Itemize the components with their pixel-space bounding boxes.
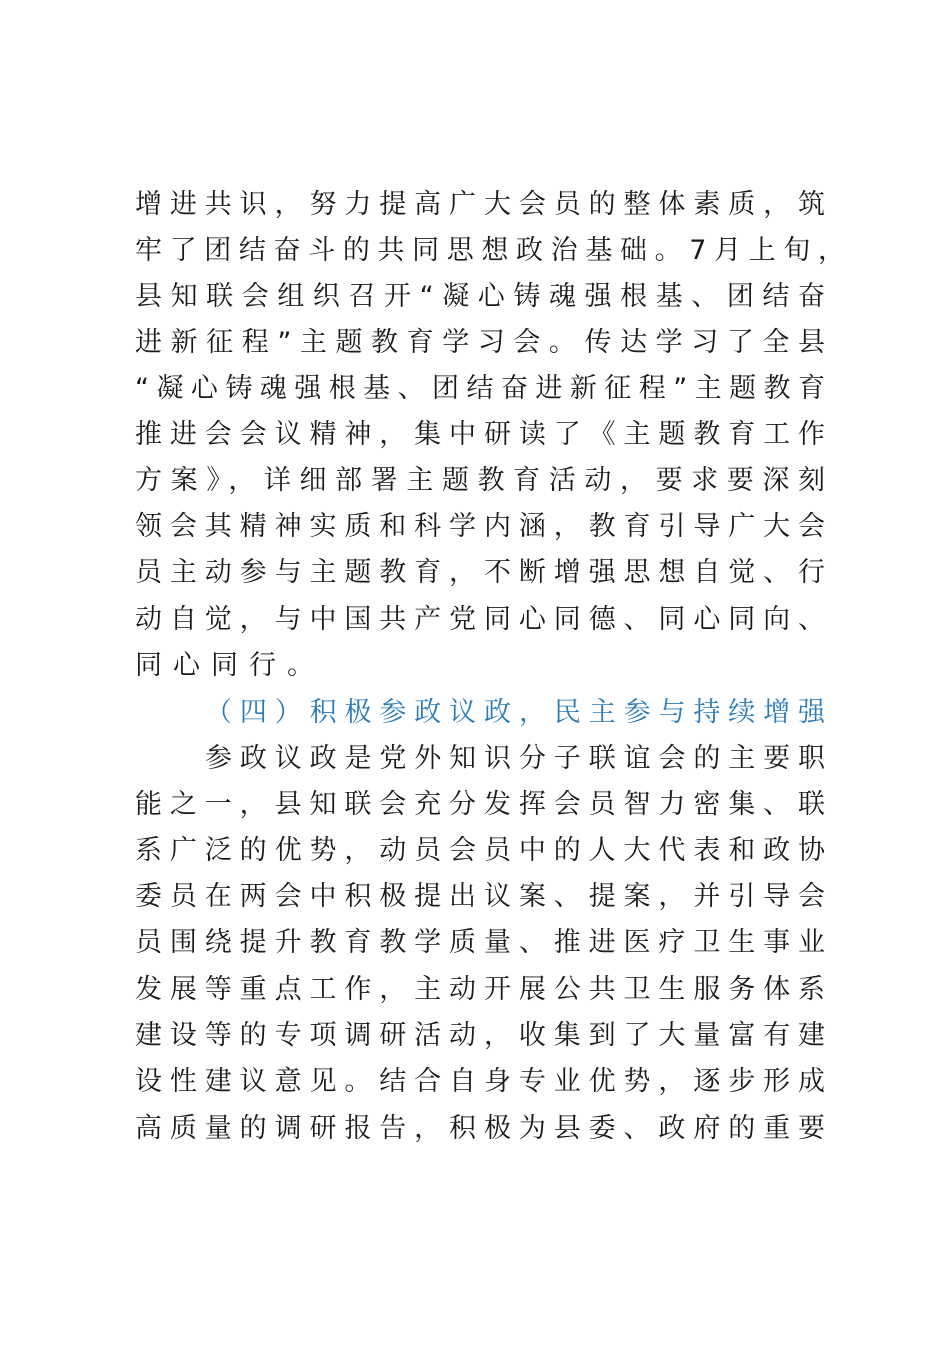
paragraph-line: 员主动参与主题教育，不断增强思想自觉、行 — [135, 557, 825, 588]
paragraph-line: 发展等重点工作，主动开展公共卫生服务体系 — [135, 974, 825, 1005]
paragraph-line: 系广泛的优势，动员会员中的人大代表和政协 — [135, 835, 825, 866]
paragraph-line: 进新征程”主题教育学习会。传达学习了全县 — [135, 327, 825, 358]
paragraph-line: 增进共识，努力提高广大会员的整体素质，筑 — [135, 189, 825, 220]
paragraph-line: “凝心铸魂强根基、团结奋进新征程”主题教育 — [135, 373, 825, 404]
paragraph-line: 参政议政是党外知识分子联谊会的主要职 — [205, 743, 825, 774]
paragraph-line: 牢了团结奋斗的共同思想政治基础。7月上旬， — [135, 235, 845, 266]
paragraph-line: 委员在两会中积极提出议案、提案，并引导会 — [135, 881, 825, 912]
paragraph-line: 高质量的调研报告，积极为县委、政府的重要 — [135, 1113, 825, 1144]
paragraph-line: 方案》，详细部署主题教育活动，要求要深刻 — [135, 465, 825, 496]
paragraph-line: 设性建议意见。结合自身专业优势，逐步形成 — [135, 1066, 825, 1097]
paragraph-line: 县知联会组织召开“凝心铸魂强根基、团结奋 — [135, 281, 825, 312]
paragraph-line: 建设等的专项调研活动，收集到了大量富有建 — [135, 1020, 825, 1051]
section-heading: （四）积极参政议政，民主参与持续增强 — [205, 697, 825, 728]
paragraph-line: 能之一，县知联会充分发挥会员智力密集、联 — [135, 789, 825, 820]
paragraph-line: 动自觉，与中国共产党同心同德、同心同向、 — [135, 604, 825, 635]
paragraph-line: 员围绕提升教育教学质量、推进医疗卫生事业 — [135, 927, 825, 958]
paragraph-line: 推进会会议精神，集中研读了《主题教育工作 — [135, 419, 825, 450]
paragraph-line: 领会其精神实质和科学内涵，教育引导广大会 — [135, 511, 825, 542]
paragraph-line: 同心同行。 — [135, 650, 325, 681]
